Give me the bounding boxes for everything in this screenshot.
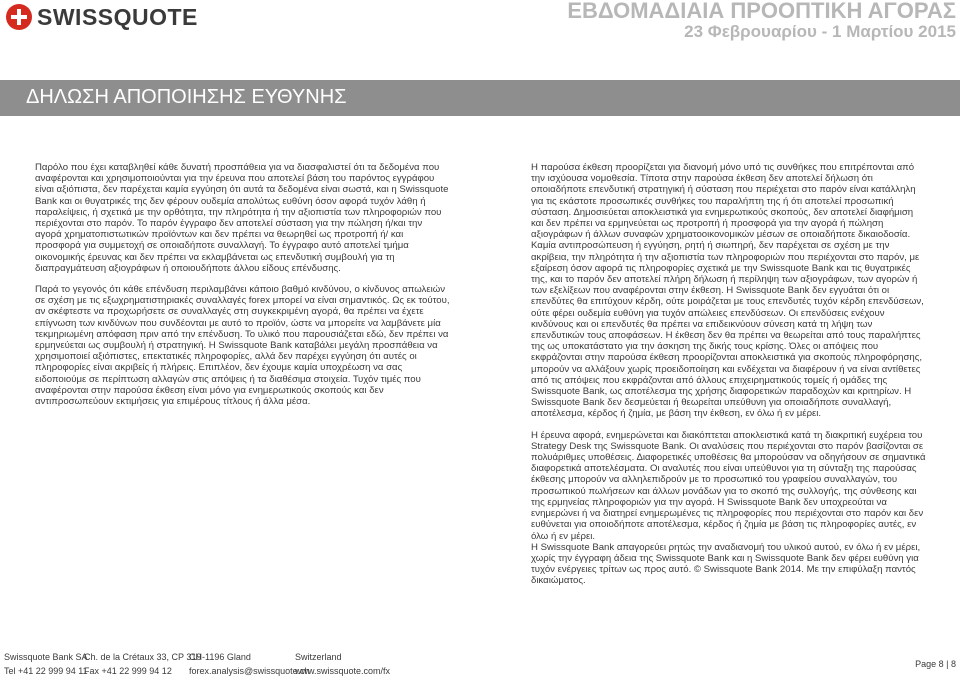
footer-phone: Tel +41 22 999 94 11 (4, 666, 88, 676)
footer-fax: Fax +41 22 999 94 12 (84, 666, 172, 676)
swiss-cross-icon (6, 4, 32, 30)
footer-country (295, 650, 390, 678)
footer-website-link[interactable]: www.swissquote.com/fx (295, 666, 391, 676)
report-dates: 23 Φεβρουαρίου - 1 Μαρτίου 2015 (684, 22, 956, 41)
footer-company (4, 650, 88, 678)
body-paragraph: Η έρευνα αφορά, ενημερώνεται και διακόπτεται αποκλειστικά κατά τη διακριτική ευχέρεια του Strategy Desk της Swissquote Bank. Οι αναλύσεις που περιέχονται στο παρόν βασίζονται σε πολυάριθμες υποθέσεις. Διαφορετικές υποθέσεις θα μπορούσαν να οδηγήσουν σε σημαντικά διαφορετικά αποτελέσματα. Οι αναλυτές που είναι υπεύθυνοι για τη σύνταξη της παρούσας έκθεσης μπορούν να αλληλεπιδρούν με το προσωπικό του γραφείου συναλλαγών, του προσωπικού πωλήσεων και άλλων μονάδων για το σκοπό της συλλογής, της σύνθεσης και της ερμηνείας πληροφοριών για την αγορά. Η Swissquote Bank δεν υποχρεούται να ενημερώνει ή να διατηρεί ενημερωμένες τις πληροφορίες που περιέχονται στο παρόν και δεν ευθύνεται για οποιοδήποτε αποτέλεσμα, κέρδος ή ζημία με βάση τις πληροφορίες αυτές, εν όλω ή εν μέρει. Η Swissquote Bank απαγορεύει ρητώς την αναδιανομή του υλικού αυτού, εν όλω ή εν μέρει, χωρίς την έγγραφη άδεια της Swissquote Bank και η Swissquote Bank δεν φέρει ευθύνη για τυχόν ενέργειες τρίτων ως προς αυτό. © Swissquote Bank 2014. Με την επιφύλαξη παντός δικαιώματος. (531, 429, 926, 587)
report-title: ΕΒΔΟΜΑΔΙΑΙΑ ΠΡΟΟΠΤΙΚΗ ΑΓΟΡΑΣ (567, 0, 956, 23)
body-paragraph: Η παρούσα έκθεση προορίζεται για διανομή μόνο υπό τις συνθήκες που επιτρέπονται από την ισχύουσα νομοθεσία. Τίποτα στην παρούσα έκθεση δεν αποτελεί δήλωση ότι οποιαδήποτε επενδυτική στρατηγική ή σύσταση που περιέχεται στο παρόν είναι κατάλληλη για τις εκάστοτε προσωπικές συνθήκες του παραλήπτη της ή ότι αποτελεί προσωπική σύσταση. Δημοσιεύεται αποκλειστικά για ενημερωτικούς σκοπούς, δεν αποτελεί διαφήμιση και δεν πρέπει να ερμηνεύεται ως προτροπή ή προσφορά για την αγορά ή πώληση αξιογράφων ή άλλων συναφών χρηματοοικονομικών μέσων σε οποιαδήποτε δικαιοδοσία. Καμία αντιπροσώπευση ή εγγύηση, ρητή ή σιωπηρή, δεν παρέχεται σε σχέση με την ακρίβεια, την πληρότητα ή την αξιοπιστία των πληροφοριών που περιέχονται στο παρόν, με εξαίρεση όσον αφορά τις πληροφορίες σχετικά με την Swissquote Bank και τις θυγατρικές της, και το παρόν δεν αποτελεί πλήρη δήλωση ή περίληψη των αξιογράφων, των αγορών ή των εξελίξεων που αναφέρονται στην έκθεση. Η Swissquote Bank δεν εγγυάται ότι οι επενδύτες θα επιτύχουν κέρδη, ούτε μοιράζεται με τους επενδυτές τυχόν κέρδη επενδύσεων, ούτε φέρει ουδεμία ευθύνη για τυχόν απώλειες επενδύσεων. Οι επενδύσεις ενέχουν κινδύνους και οι επενδυτές θα πρέπει να επιδεικνύουν σύνεση κατά τη λήψη των επενδυτικών τους αποφάσεων. Η έκθεση δεν θα πρέπει να θεωρείται από τους παραλήπτες της ως υποκατάστατο για την άσκηση της δικής τους κρίσης. Όλες οι απόψεις που εκφράζονται στην παρούσα έκθεση προορίζονται αποκλειστικά για σκοπούς πληροφόρησης, μπορούν να αλλάξουν χωρίς προειδοποίηση και ενδέχεται να διαφέρουν ή να είναι αντίθετες από τις απόψεις που εκφράζονται από άλλους επιχειρηματικούς τομείς ή ομάδες της Swissquote Bank, ως αποτέλεσμα της χρήσης διαφορετικών παραδοχών και κριτηρίων. Η Swissquote Bank δεν δεσμεύεται ή θεωρείται υπεύθυνη για οποιαδήποτε συναλλαγή, αποτέλεσμα, κέρδος ή ζημία, με βάση την έκθεση, εν όλω ή εν μέρει. (531, 162, 924, 420)
body-paragraph: Παρόλο που έχει καταβληθεί κάθε δυνατή προσπάθεια για να διασφαλιστεί ότι τα δεδομένα που αναφέρονται και χρησιμοποιούνται για την έρευνα που αποτελεί βάση του παρόντος εγγράφου είναι αξιόπιστα, δεν παρέχεται καμία εγγύηση ότι αυτά τα δεδομένα είναι σωστά, και η Swissquote Bank και οι θυγατρικές της δεν φέρουν ουδεμία απολύτως ευθύνη όσον αφορά τυχόν λάθη ή παραλείψεις, ή σχετικά με την ορθότητα, την πληρότητα ή την αξιοπιστία των πληροφοριών που περιέχονται στο παρόν. Το παρόν έγγραφο δεν αποτελεί σύσταση για την πώληση ή/και την αγορά χρηματοπιστωτικών προϊόντων και δεν πρέπει να θεωρηθεί ως προτροπή ή/ και προσφορά για συμμετοχή σε οποιαδήποτε συναλλαγή. Το έγγραφο αυτό αποτελεί τμήμα οικονομικής έρευνας και δεν πρέπει να εκλαμβάνεται ως επενδυτική συμβουλή για τη διαπραγμάτευση αξιογράφων ή οποιουδήποτε άλλου είδους επένδυσης. (35, 162, 449, 274)
swissquote-logo (6, 4, 198, 30)
section-title: ΔΗΛΩΣΗ ΑΠΟΠΟΙΗΣΗΣ ΕΥΘΥΝΗΣ (26, 86, 347, 108)
footer-company-name: Swissquote Bank SA (4, 652, 88, 662)
disclaimer-left-column (35, 162, 450, 417)
logo-text: SWISSQUOTE (37, 4, 198, 30)
footer-address (84, 650, 201, 678)
page-number: Page 8 | 8 (915, 659, 956, 669)
footer-city (189, 650, 310, 678)
footer-street: Ch. de la Crétaux 33, CP 319 (84, 652, 202, 662)
footer-email-link[interactable]: forex.analysis@swissquote.ch (189, 666, 310, 676)
footer-country-name: Switzerland (295, 652, 342, 662)
body-paragraph: Παρά το γεγονός ότι κάθε επένδυση περιλαμβάνει κάποιο βαθμό κινδύνου, ο κίνδυνος απωλειών σε σχέση με τις εξωχρηματιστηριακές συναλλαγές forex μπορεί να είναι σημαντικός. Ως εκ τούτου, αν σκέφτεστε να προχωρήσετε σε συναλλαγές στη συγκεκριμένη αγορά, θα πρέπει να έχετε επίγνωση των κινδύνων που συνδέονται με αυτό το προϊόν, ώστε να μπορείτε να λαμβάνετε μία τεκμηριωμένη απόφαση πριν από την επένδυση. Το υλικό που παρουσιάζεται εδώ, δεν πρέπει να ερμηνεύεται ως συμβουλή ή στρατηγική. Η Swissquote Bank καταβάλει μεγάλη προσπάθεια να χρησιμοποιεί αξιόπιστες, επεκτατικές πληροφορίες, αλλά δεν παρέχει εγγύηση ότι αυτές οι πληροφορίες είναι ακριβείς ή πλήρεις. Επιπλέον, δεν έχουμε καμία υποχρέωση να σας ειδοποιούμε σε περίπτωση αλλαγών στις απόψεις ή τα διαθέσιμα στοιχεία. Τυχόν τιμές που αναφέρονται στην παρούσα έκθεση είναι μόνο για ενημερωτικούς σκοπούς και δεν αντιπροσωπεύουν εκτιμήσεις για επιμέρους τίτλους ή άλλα μέσα. (35, 284, 450, 408)
footer-postcode: CH-1196 Gland (189, 652, 251, 662)
disclaimer-right-column (531, 162, 926, 597)
